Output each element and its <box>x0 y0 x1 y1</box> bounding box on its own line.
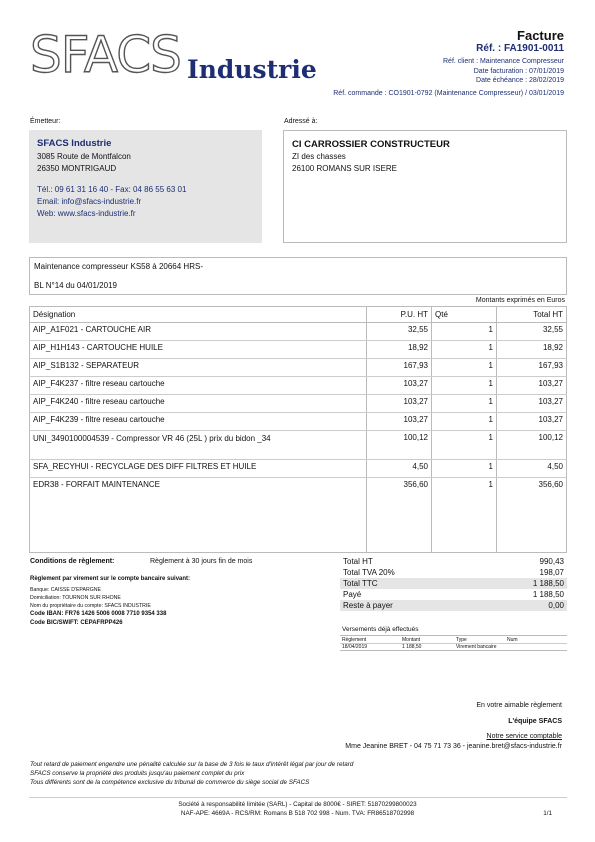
row-total: 4,50 <box>497 460 567 478</box>
accounting-contact: Mme Jeanine BRET - 04 75 71 73 36 - jeanine.bret@sfacs-industrie.fr <box>345 743 562 750</box>
col-unit-price-header: P.U. HT <box>367 307 432 323</box>
total-ht-label: Total HT <box>343 557 373 566</box>
row-designation: UNI_3490100004539 - Compressor VR 46 (25L ) prix du bidon _34 <box>30 431 367 460</box>
payments-col-date: Règlement <box>342 637 367 643</box>
row-unit-price: 167,93 <box>367 359 432 377</box>
accounting-service: Notre service comptable <box>486 733 562 740</box>
payment-conditions-label: Conditions de règlement: <box>30 558 115 565</box>
sender-website: Web: www.sfacs-industrie.fr <box>37 209 136 218</box>
table-row <box>30 395 567 413</box>
row-designation: AIP_F4K237 - filtre reseau cartouche <box>30 377 367 395</box>
footer-divider <box>29 797 567 798</box>
page-number: 1/1 <box>543 810 552 817</box>
footer-line1: Société à responsabilité limitée (SARL) - Capital de 8000€ - SIRET: 51870299800023 <box>178 801 417 808</box>
closing-line1: En votre aimable règlement <box>476 702 562 709</box>
sender-phone: Tél.: 09 61 31 16 40 - Fax: 04 86 55 63 01 <box>37 185 187 194</box>
row-qty: 1 <box>432 431 497 460</box>
legal-line2: SFACS conserve la propriété des produits jusqu'au paiement complet du prix <box>30 770 245 777</box>
company-logo-subtitle: Industrie <box>187 55 317 84</box>
recipient-label: Adressé à: <box>284 118 318 125</box>
due-date: Date échéance : 28/02/2019 <box>476 77 564 84</box>
recipient-address-line1: ZI des chasses <box>292 152 346 161</box>
remaining-row <box>340 600 567 611</box>
total-ttc-label: Total TTC <box>343 579 378 588</box>
payments-made-title: Versements déjà effectués <box>342 626 419 633</box>
legal-line1: Tout retard de paiement engendre une pénalité calculée sur la base de 3 fois le taux d'intérêt légal par jour de retard <box>30 761 354 768</box>
currency-note: Montants exprimés en Euros <box>475 297 565 304</box>
client-ref: Réf. client : Maintenance Compresseur <box>443 58 564 65</box>
note-line2: BL N°14 du 04/01/2019 <box>34 281 117 290</box>
row-designation: AIP_F4K240 - filtre reseau cartouche <box>30 395 367 413</box>
total-ht-value: 990,43 <box>539 557 564 566</box>
table-row <box>30 413 567 431</box>
payments-col-num: Num <box>507 637 518 643</box>
row-qty: 1 <box>432 478 497 553</box>
sender-box <box>29 130 262 243</box>
legal-line3: Tous différents sont de la compétence exclusive du tribunal de commerce du siège social de SFACS <box>30 779 310 786</box>
row-unit-price: 32,55 <box>367 323 432 341</box>
row-qty: 1 <box>432 377 497 395</box>
total-tva-label: Total TVA 20% <box>343 568 395 577</box>
document-title: Facture <box>517 28 564 43</box>
sender-address-line2: 26350 MONTRIGAUD <box>37 164 117 173</box>
payments-col-amount: Montant <box>402 637 421 643</box>
bank-name: Banque: CAISSE D'EPARGNE <box>30 587 101 593</box>
total-ttc-value: 1 188,50 <box>532 579 564 588</box>
col-qty-header: Qté <box>432 307 497 323</box>
row-total: 100,12 <box>497 431 567 460</box>
table-row <box>30 460 567 478</box>
transfer-title: Règlement par virement sur le compte bancaire suivant: <box>30 576 191 582</box>
payment-amount: 1 188,50 <box>402 644 422 650</box>
paid-row <box>340 589 567 600</box>
total-tva-value: 198,07 <box>539 568 564 577</box>
footer-line2: NAF-APE: 4669A - RCS/RM: Romans B 518 702 998 - Num. TVA: FR86518702998 <box>180 810 415 817</box>
row-designation: AIP_H1H143 - CARTOUCHE HUILE <box>30 341 367 359</box>
invoice-ref: Réf. : FA1901-0011 <box>476 43 564 54</box>
payments-made-table <box>340 635 567 651</box>
remaining-value: 0,00 <box>548 601 564 610</box>
total-ht-row <box>340 556 567 567</box>
row-total: 32,55 <box>497 323 567 341</box>
row-designation: AIP_F4K239 - filtre reseau cartouche <box>30 413 367 431</box>
col-total-header: Total HT <box>497 307 567 323</box>
row-unit-price: 100,12 <box>367 431 432 460</box>
sender-name: SFACS Industrie <box>37 138 112 149</box>
row-qty: 1 <box>432 395 497 413</box>
row-unit-price: 4,50 <box>367 460 432 478</box>
row-designation: EDR38 - FORFAIT MAINTENANCE <box>30 478 367 553</box>
row-total: 167,93 <box>497 359 567 377</box>
row-total: 18,92 <box>497 341 567 359</box>
row-unit-price: 18,92 <box>367 341 432 359</box>
recipient-name: CI CARROSSIER CONSTRUCTEUR <box>292 139 450 150</box>
recipient-box <box>283 130 567 243</box>
paid-value: 1 188,50 <box>532 590 564 599</box>
invoice-note-box <box>29 257 567 295</box>
row-unit-price: 103,27 <box>367 395 432 413</box>
row-unit-price: 356,60 <box>367 478 432 553</box>
total-ttc-row <box>340 578 567 589</box>
row-designation: SFA_RECYHUI - RECYCLAGE DES DIFF FILTRES ET HUILE <box>30 460 367 478</box>
row-total: 103,27 <box>497 377 567 395</box>
invoice-date: Date facturation : 07/01/2019 <box>473 68 564 75</box>
payment-date: 18/04/2019 <box>342 644 368 650</box>
table-row <box>30 431 567 460</box>
table-row <box>30 377 567 395</box>
total-tva-row <box>340 567 567 578</box>
row-qty: 1 <box>432 323 497 341</box>
row-designation: AIP_S1B132 - SEPARATEUR <box>30 359 367 377</box>
account-owner: Nom du propriétaire du compte: SFACS INDUSTRIE <box>30 603 151 609</box>
row-total: 356,60 <box>497 478 567 553</box>
row-unit-price: 103,27 <box>367 377 432 395</box>
row-unit-price: 103,27 <box>367 413 432 431</box>
payment-type: Virement bancaire <box>456 644 497 650</box>
closing-signature: L'équipe SFACS <box>508 718 562 725</box>
row-designation: AIP_A1F021 - CARTOUCHE AIR <box>30 323 367 341</box>
row-total: 103,27 <box>497 413 567 431</box>
table-row <box>30 323 567 341</box>
col-designation-header: Désignation <box>30 307 367 323</box>
row-qty: 1 <box>432 341 497 359</box>
row-total: 103,27 <box>497 395 567 413</box>
sender-email: Email: info@sfacs-industrie.fr <box>37 197 142 206</box>
payment-conditions-value: Règlement à 30 jours fin de mois <box>150 558 253 565</box>
table-row <box>30 478 567 553</box>
sender-address-line1: 3085 Route de Montfalcon <box>37 152 131 161</box>
bank-domiciliation: Domiciliation: TOURNON SUR RHONE <box>30 595 121 601</box>
row-qty: 1 <box>432 460 497 478</box>
recipient-address-line2: 26100 ROMANS SUR ISERE <box>292 164 397 173</box>
table-row <box>30 359 567 377</box>
sender-label: Émetteur: <box>30 118 61 125</box>
bic-code: Code BIC/SWIFT: CEPAFRPP426 <box>30 620 123 626</box>
items-table <box>29 306 567 553</box>
company-logo: SFACS <box>30 26 181 84</box>
row-qty: 1 <box>432 359 497 377</box>
note-line1: Maintenance compresseur KS58 à 20664 HRS- <box>34 262 203 271</box>
order-ref: Réf. commande : CO1901-0792 (Maintenance Compresseur) / 03/01/2019 <box>333 90 564 97</box>
table-row <box>30 341 567 359</box>
row-qty: 1 <box>432 413 497 431</box>
remaining-label: Reste à payer <box>343 601 393 610</box>
iban-code: Code IBAN: FR76 1426 5006 0008 7710 9354 338 <box>30 611 167 617</box>
payments-col-type: Type <box>456 637 467 643</box>
paid-label: Payé <box>343 590 362 599</box>
